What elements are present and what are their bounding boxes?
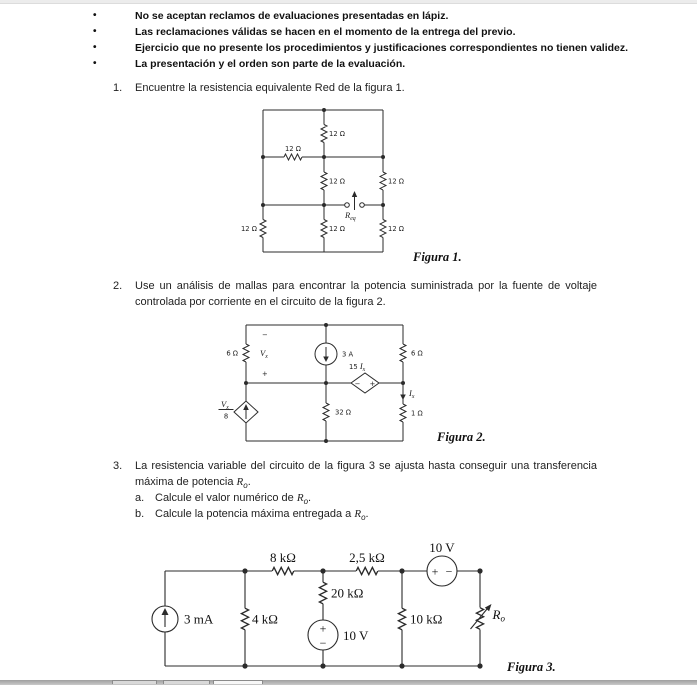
figure-1-circuit: [225, 103, 415, 263]
problem-number: 1.: [113, 82, 123, 94]
taskbar-button[interactable]: [163, 680, 210, 684]
fraction-numerator: Vx: [221, 399, 229, 411]
window-top-edge: [0, 0, 697, 4]
req-label: Req: [345, 210, 356, 222]
down-arrowhead-icon: [323, 357, 329, 363]
taskbar-button-active[interactable]: [213, 680, 263, 684]
variable-resistor-icon: [476, 608, 483, 630]
problem-text: Encuentre la resistencia equivalente Red de la figura 1.: [135, 82, 405, 94]
down-arrowhead-icon: [400, 395, 406, 401]
problem-2: [113, 278, 597, 310]
req-terminal-icon: [360, 203, 365, 208]
bullet-icon: •: [93, 26, 97, 37]
resistor-label: 12 Ω: [329, 130, 346, 138]
ix-label: Ix: [409, 388, 415, 400]
rule-text: Las reclamaciones válidas se hacen en el momento de la entrega del previo.: [135, 26, 516, 38]
rule-text: No se aceptan reclamos de evaluaciones presentadas en lápiz.: [135, 10, 449, 22]
figure-1-wires: [260, 110, 386, 252]
bullet-icon: •: [93, 42, 97, 53]
taskbar-strip: [0, 680, 697, 685]
resistor-icon: [380, 172, 386, 190]
resistor-icon: [380, 220, 386, 238]
dependent-source-label: 15 Ix: [349, 361, 366, 373]
resistor-icon: [398, 608, 405, 630]
resistor-label: 12 Ω: [388, 225, 405, 233]
fraction-denominator: 8: [223, 412, 229, 421]
problem-text: La resistencia variable del circuito de la figura 3 se ajusta hasta conseguir una transferencia máxima de potencia $R_o$.: [135, 460, 597, 491]
req-arrowhead-icon: [352, 191, 357, 197]
vx-label: Vx: [260, 348, 268, 360]
ro-symbol: R: [236, 476, 244, 488]
bullet-icon: •: [93, 10, 97, 21]
polarity-minus: −: [354, 380, 361, 388]
problem-1: [113, 80, 597, 96]
resistor-icon: [241, 608, 248, 630]
bullet-icon: •: [93, 58, 97, 69]
polarity-minus: −: [445, 564, 453, 579]
polarity-minus: −: [262, 331, 268, 339]
problem-text: Use un análisis de mallas para encontrar la potencia suministrada por la fuente de voltaje controlada por corriente en el circuito de la figura 2.: [135, 280, 597, 308]
resistor-label: 8 kΩ: [270, 550, 296, 565]
resistor-icon: [319, 582, 326, 604]
resistor-label: 12 Ω: [329, 177, 346, 186]
polarity-plus: +: [431, 564, 439, 579]
current-source-label: 3 mA: [184, 611, 214, 627]
problem-3: [113, 458, 597, 522]
subitem-text: Calcule la potencia máxima entregada a $R_o$.: [155, 508, 369, 523]
subitem-text: Calcule el valor numérico de $R_o$.: [155, 492, 312, 507]
figure-3-junctions: [242, 568, 482, 668]
subitem-letter: b.: [135, 508, 145, 520]
resistor-icon: [260, 220, 266, 238]
subitem-b: [135, 506, 597, 522]
resistor-icon: [272, 567, 294, 574]
figure-3-circuit: [140, 535, 570, 675]
problem-number: 2.: [113, 280, 123, 292]
figure-1-caption: Figura 1.: [413, 250, 462, 264]
resistor-label: 12 Ω: [388, 177, 405, 186]
resistor-label: 6 Ω: [226, 349, 238, 358]
resistor-label: 4 kΩ: [252, 611, 278, 627]
polarity-plus: +: [319, 621, 327, 636]
up-arrowhead-icon: [243, 404, 249, 410]
resistor-label: 32 Ω: [335, 408, 352, 417]
resistor-label: 12 Ω: [240, 225, 257, 233]
resistor-icon: [400, 404, 406, 422]
current-source-label: 3 A: [342, 350, 354, 359]
resistor-label: 12 Ω: [284, 145, 302, 153]
subitem-letter: a.: [135, 492, 145, 504]
rule-item: [93, 56, 673, 72]
rule-item: [93, 24, 673, 40]
resistor-icon: [321, 172, 327, 190]
resistor-icon: [243, 344, 249, 362]
polarity-plus: +: [369, 380, 376, 388]
ro-label: Ro: [492, 607, 505, 624]
voltage-source-label: 10 V: [343, 628, 369, 643]
polarity-minus: −: [319, 636, 327, 650]
resistor-icon: [323, 403, 329, 421]
rule-item: [93, 40, 673, 56]
resistor-icon: [400, 344, 406, 362]
resistor-icon: [321, 220, 327, 238]
req-terminal-icon: [345, 203, 350, 208]
resistor-icon: [321, 125, 327, 143]
rule-text: La presentación y el orden son parte de la evaluación.: [135, 58, 406, 70]
resistor-label: 2,5 kΩ: [349, 550, 385, 565]
resistor-icon: [356, 567, 378, 574]
taskbar-button[interactable]: [112, 680, 157, 684]
resistor-label: 12 Ω: [329, 225, 346, 233]
subitem-a: [135, 490, 597, 506]
polarity-plus: +: [262, 370, 268, 378]
resistor-label: 6 Ω: [411, 349, 423, 358]
up-arrowhead-icon: [162, 608, 169, 615]
rule-text: Ejercicio que no presente los procedimientos y justificaciones correspondientes no tienen validez.: [135, 42, 629, 54]
rules-list: [93, 8, 673, 72]
resistor-icon: [284, 154, 302, 160]
problem-number: 3.: [113, 460, 123, 472]
ro-subscript: o: [243, 481, 248, 491]
resistor-label: 20 kΩ: [331, 585, 364, 601]
rule-item: [93, 8, 673, 24]
voltage-source-label: 10 V: [429, 540, 455, 555]
resistor-label: 1 Ω: [411, 409, 423, 418]
resistor-label: 10 kΩ: [410, 611, 443, 627]
figure-2-caption: Figura 2.: [437, 430, 486, 444]
figure-3-caption: Figura 3.: [507, 660, 556, 674]
